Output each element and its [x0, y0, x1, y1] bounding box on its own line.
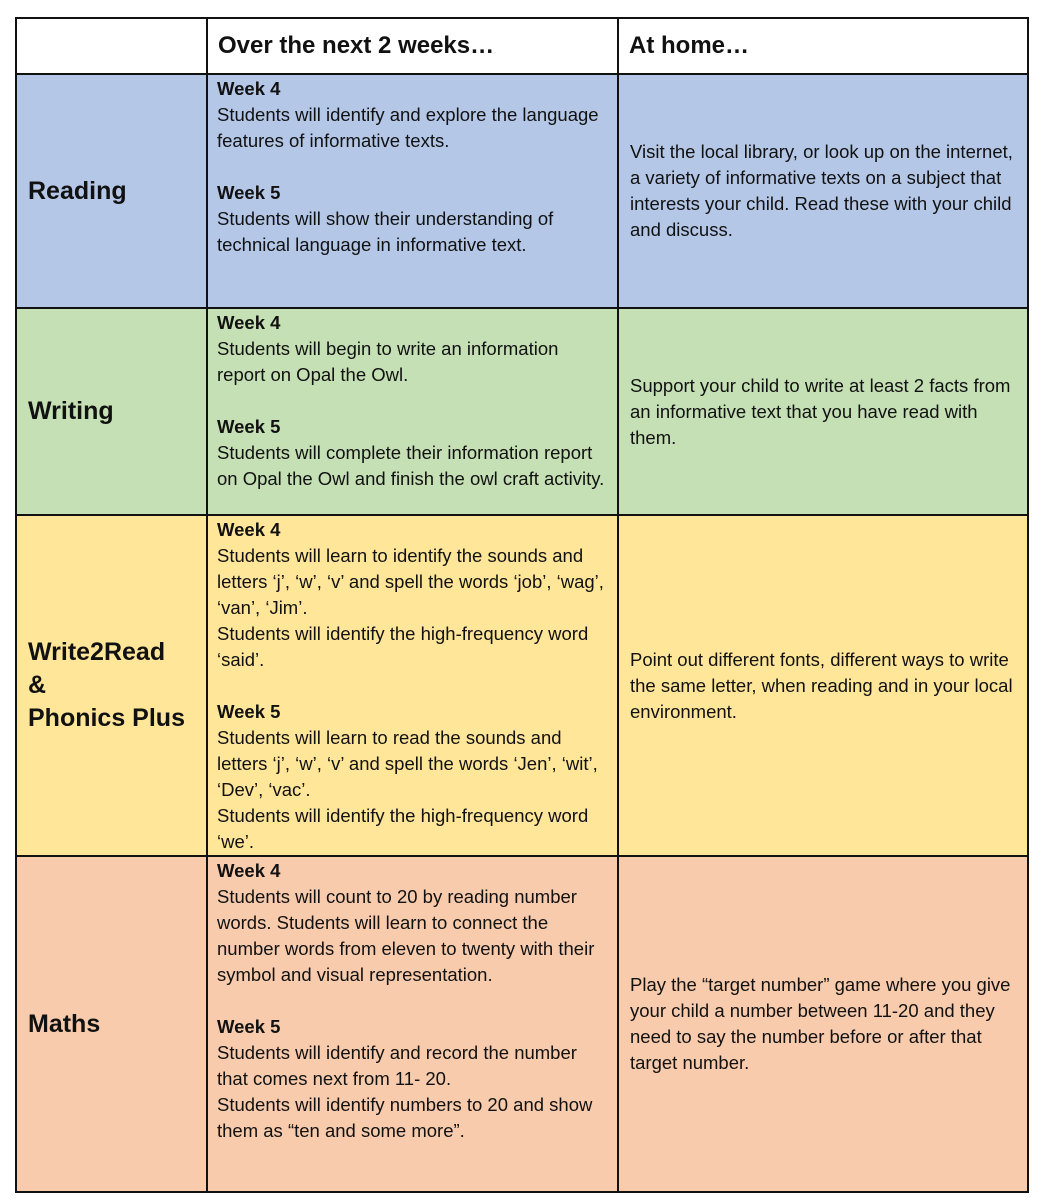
week-4-text: Students will learn to identify the sounds and letters ‘j’, ‘w’, ‘v’ and spell the words ‘job’, ‘wag’, ‘van’, ‘Jim’. [217, 545, 604, 618]
week-4-label: Week 4 [217, 860, 281, 881]
header-empty-cell [16, 18, 207, 74]
week-4-label: Week 4 [217, 78, 281, 99]
week-5-label: Week 5 [217, 182, 281, 203]
subject-maths: Maths [16, 856, 207, 1192]
week-5-text-2: Students will identify the high-frequency word ‘we’. [217, 805, 589, 852]
maths-row [16, 856, 1028, 1192]
phonics-home-cell: Point out different fonts, different ways to write the same letter, when reading and in your local environment. [618, 515, 1028, 856]
week-4-text: Students will count to 20 by reading number words. Students will learn to connect the number words from eleven to twenty with their symbol and visual representation. [217, 886, 595, 985]
maths-plan-cell [207, 856, 618, 1192]
week-4-text-2: Students will identify the high-frequency word ‘said’. [217, 623, 589, 670]
writing-plan-cell [207, 308, 618, 515]
week-4-text: Students will begin to write an information report on Opal the Owl. [217, 338, 559, 385]
phonics-plan-cell [207, 515, 618, 856]
subject-line-1: Write2Read [28, 638, 166, 666]
week-5-text: Students will identify and record the number that comes next from 11- 20. [217, 1042, 577, 1089]
header-next-two-weeks: Over the next 2 weeks… [207, 18, 618, 74]
week-5-text-2: Students will identify numbers to 20 and show them as “ten and some more”. [217, 1094, 593, 1141]
writing-row [16, 308, 1028, 515]
subject-line-2: & [28, 671, 47, 699]
subject-line-3: Phonics Plus [28, 704, 185, 732]
weekly-learning-table [15, 17, 1029, 1193]
reading-plan-cell [207, 74, 618, 308]
week-5-text: Students will complete their information report on Opal the Owl and finish the owl craft activity. [217, 442, 605, 489]
week-4-text: Students will identify and explore the language features of informative texts. [217, 104, 599, 151]
week-5-text: Students will learn to read the sounds and letters ‘j’, ‘w’, ‘v’ and spell the words ‘Jen’, ‘wit’, ‘Dev’, ‘vac’. [217, 727, 598, 800]
subject-writing: Writing [16, 308, 207, 515]
reading-home-cell: Visit the local library, or look up on the internet, a variety of informative texts on a subject that interests your child. Read these with your child and discuss. [618, 74, 1028, 308]
subject-write2read-phonics [16, 515, 207, 856]
phonics-row [16, 515, 1028, 856]
week-5-label: Week 5 [217, 416, 281, 437]
header-at-home: At home… [618, 18, 1028, 74]
week-5-label: Week 5 [217, 701, 281, 722]
reading-row [16, 74, 1028, 308]
subject-reading: Reading [16, 74, 207, 308]
week-4-label: Week 4 [217, 312, 281, 333]
writing-home-cell: Support your child to write at least 2 facts from an informative text that you have read with them. [618, 308, 1028, 515]
maths-home-cell: Play the “target number” game where you give your child a number between 11-20 and they need to say the number before or after that target number. [618, 856, 1028, 1192]
header-row [16, 18, 1028, 74]
week-5-label: Week 5 [217, 1016, 281, 1037]
week-4-label: Week 4 [217, 519, 281, 540]
week-5-text: Students will show their understanding of technical language in informative text. [217, 208, 554, 255]
